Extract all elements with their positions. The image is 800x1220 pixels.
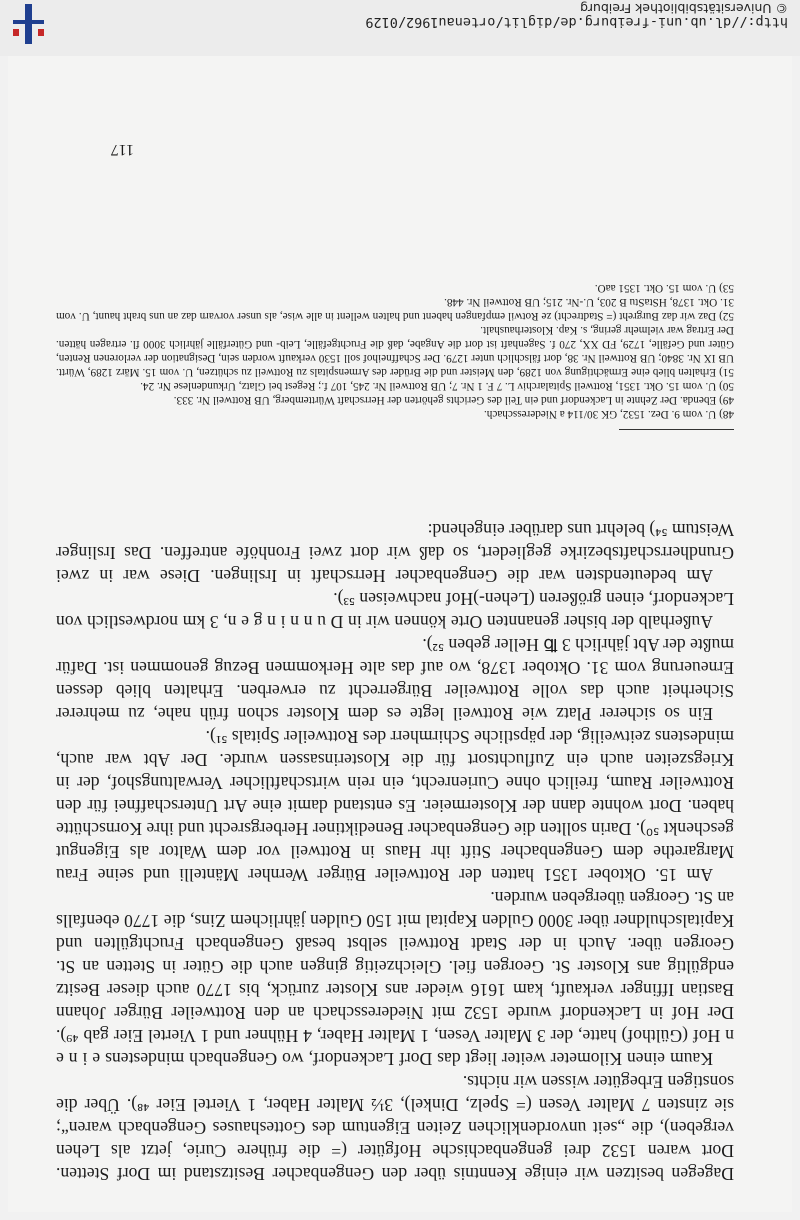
- paragraph: Am 15. Oktober 1351 hatten der Rottweiler Bürger Wernher Mäntelli und seine Frau Margarethe dem Gengenbacher Stift ihr Haus in Rottweil vor dem Waltor als Eigengut geschenkt ⁵⁰). Darin sollten die Gengenbacher Benediktiner Herbergsrecht und ihre Kornschütte haben. Dort wohnte dann der Klostermeier. Es entstand damit eine Art Unterschaffnei für den Rottweiler Raum, freilich ohne Curienrecht, ein rein wirtschaftlicher Verwaltungshof, der in Kriegszeiten auch ein Zufluchtsort für die Klosterinsassen wurde. Der Abt war auch, mindestens zeitweilig, der päpstliche Schirmherr des Rottweiler Spitals ⁵¹).: [56, 727, 734, 885]
- footnote: 52) Daz wir daz Burgreht (= Stadtrecht) ze Rotwil empfangen habent und halten wellent in alle wise, als unser vorvarn daz an uns braht haunt, U. vom 31. Okt. 1378, HStaStu B 203, U.-Nr. 215; UB Rottweil Nr. 448.: [56, 296, 734, 322]
- footnote-divider: [619, 429, 734, 430]
- page-number: 117: [110, 141, 134, 158]
- permalink-url[interactable]: http://dl.ub.uni-freiburg.de/diglit/ortenau1962/0129: [365, 14, 788, 30]
- paragraph: Am bedeutendsten war die Gengenbacher Herrschaft in Irslingen. Diese war in zwei Grundherrschaftsbezirke gegliedert, so daß wir dort zwei Fronhöfe antreffen. Das Irslinger Weistum ⁵⁴) belehrt uns darüber eingehend:: [56, 520, 734, 586]
- footnote: 48) U. vom 9. Dez. 1532, GK 30/114 a Niederesschach.: [484, 408, 734, 420]
- footnotes: [56, 281, 734, 421]
- copyright-notice: © Universitätsbibliothek Freiburg: [580, 1, 788, 16]
- footnote: 49) Ebenda. Der Zehnte in Lackendorf und ein Teil des Gerichts gehörten der Herrschaft Württemberg, UB Rottweil Nr. 333.: [173, 394, 734, 406]
- footnote: 50) U. vom 15. Okt. 1351, Rottweil Spitalarchiv L. 7 F. 1 Nr. 7; UB Rottweil Nr. 245, 107 f.; Regest bei Glatz, Urkundenlese Nr. 24.: [140, 380, 734, 392]
- paragraph: Außerhalb der bisher genannten Orte können wir in D u n n i n g e n, 3 km nordwestlich von Lackendorf, einen größeren (Lehen-)Hof nachweisen ⁵³).: [56, 589, 734, 632]
- footnote: 51) Erhalten blieb eine Ermächtigung von 1289, den Meister und die Brüder des Armenspitals zu Rottweil zu schützen, U. vom 15. März 1289, Württ. UB IX Nr. 3840; UB Rottweil Nr. 38, dort fälschlich unter 1279. Der Schaffneihof soll 1530 verkauft worden sein, Designation der verlorenen Renten, Güter und Gefälle, 1729, FD XX, 270 f. Sagenhaft ist dort die Angabe, daß die Fruchtgefälle, Leib- und Güterfälle jährlich 3000 fl. ertragen hätten. Der Ertrag war vielmehr gering, s. Kap. Klosterhaushalt.: [56, 324, 734, 378]
- paragraph: Dagegen besitzen wir einige Kenntnis über den Gengenbacher Besitzstand im Dorf Stetten. Dort waren 1532 drei gengenbachische Hofgüter (= die frühere Curie, jetzt als Lehen vergeben), die „seit unvordenklichen Zeiten Eigentum des Gotteshauses Gengenbach waren“; sie zinsten 7 Malter Vesen (= Spelz, Dinkel), 3½ Malter Haber, 1 Viertel Eier ⁴⁸). Über die sonstigen Erbegüter wissen wir nichts.: [56, 1072, 734, 1184]
- paragraph: Ein so sicherer Platz wie Rottweil legte es dem Kloster schon früh nahe, zu mehrerer Sicherheit auch das volle Rottweiler Bürgerrecht zu erwerben. Erhalten blieb dessen Erneuerung vom 31. Oktober 1378, wo auf das alte Herkommen Bezug genommen ist. Dafür mußte der Abt jährlich 3 ℔ Heller geben ⁵²).: [56, 635, 734, 724]
- main-text: [56, 518, 734, 1185]
- footnote: 53) U. vom 15. Okt. 1351 aaO.: [594, 282, 734, 294]
- library-logo-icon: [8, 2, 48, 46]
- book-page: [8, 8, 792, 1212]
- paragraph: Kaum einen Kilometer weiter liegt das Dorf Lackendorf, wo Gengenbach mindestens e i n e n Hof (Gülthof) hatte, der 3 Malter Vesen, 1 Malter Haber, 4 Hühner und 1 Viertel Eier gab ⁴⁹). Der Hof in Lackendorf wurde 1532 mit Niederesschach an den Rottweiler Bürger Johann Bastian Iffinger verkauft, kam 1616 wieder ans Kloster zurück, bis 1770 auch dieser Besitz endgültig ans Kloster St. Georgen fiel. Gleichzeitig gingen auch die Güter in Stetten an St. Georgen über. Auch in der Stadt Rottweil selbst besaß Gengenbach Fruchtgülten und Kapitalschuldner über 3000 Gulden Kapital mit 150 Gulden jährlichem Zins, die 1770 ebenfalls an St. Georgen übergeben wurden.: [56, 888, 734, 1069]
